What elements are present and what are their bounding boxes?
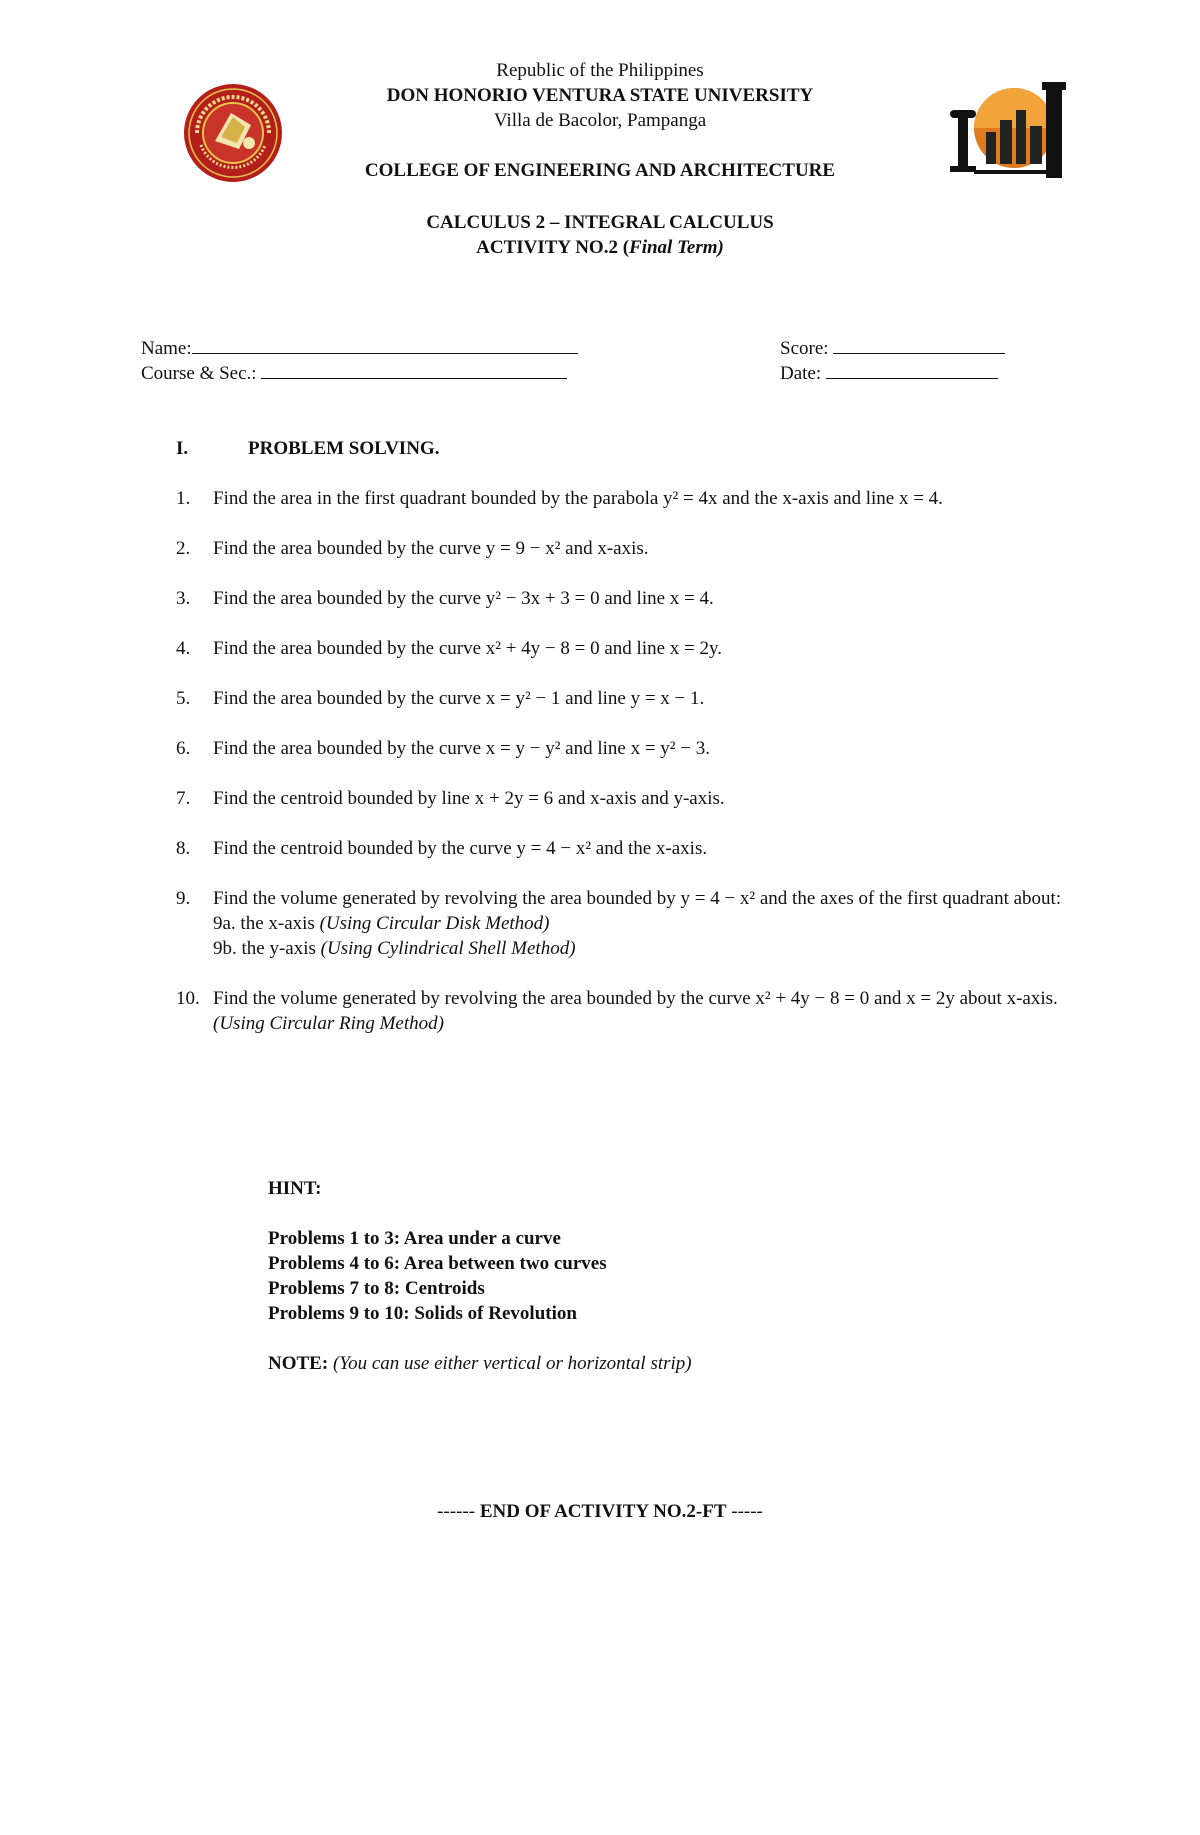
problem-number: 1. <box>176 488 191 509</box>
problem-body <box>213 986 1071 1036</box>
problem-number: 7. <box>176 788 191 809</box>
sub-problem-label: 9a. the x-axis <box>213 913 320 934</box>
problem-text: Find the area bounded by the curve x = y² − 1 and line y = x − 1. <box>213 688 705 709</box>
name-label: Name: <box>141 338 192 359</box>
problem-item <box>176 686 1071 711</box>
note-line <box>268 1351 692 1376</box>
end-of-activity <box>0 1501 1200 1523</box>
document-header <box>0 58 1200 260</box>
date-label: Date: <box>780 363 822 384</box>
problem-item <box>176 836 1071 861</box>
course-section-field[interactable] <box>141 359 567 386</box>
republic-line: Republic of the Philippines <box>496 60 704 81</box>
course-title: CALCULUS 2 – INTEGRAL CALCULUS <box>426 212 774 233</box>
problem-number: 9. <box>176 888 191 909</box>
activity-term: Final Term) <box>629 237 724 258</box>
problem-number: 6. <box>176 738 191 759</box>
problem-number: 10. <box>176 988 200 1009</box>
date-blank[interactable] <box>826 359 998 379</box>
sub-problem-method: (Using Circular Disk Method) <box>319 913 550 934</box>
hint-title: HINT: <box>268 1178 322 1199</box>
course-section-label: Course & Sec.: <box>141 363 257 384</box>
activity-prefix: ACTIVITY NO.2 ( <box>476 237 630 258</box>
problem-item <box>176 736 1071 761</box>
university-location: Villa de Bacolor, Pampanga <box>493 110 707 131</box>
score-field[interactable] <box>780 334 1005 361</box>
hint-item: Problems 9 to 10: Solids of Revolution <box>268 1303 577 1324</box>
sub-problem-9b <box>213 936 1071 961</box>
problem-text: Find the area in the first quadrant bounded by the parabola y² = 4x and the x-axis and line x = 4. <box>213 488 943 509</box>
problem-number: 8. <box>176 838 191 859</box>
hint-box <box>268 1176 692 1376</box>
name-blank[interactable] <box>192 334 578 354</box>
sub-problem-label: 9b. the y-axis <box>213 938 321 959</box>
problem-number: 5. <box>176 688 191 709</box>
university-name: DON HONORIO VENTURA STATE UNIVERSITY <box>386 85 814 106</box>
problem-item <box>176 536 1071 561</box>
problem-text: Find the volume generated by revolving the area bounded by the curve x² + 4y − 8 = 0 and x = 2y about x-axis. <box>213 988 1058 1009</box>
problem-text: Find the centroid bounded by line x + 2y = 6 and x-axis and y-axis. <box>213 788 725 809</box>
problem-number: 3. <box>176 588 191 609</box>
hint-item: Problems 4 to 6: Area between two curves <box>268 1253 607 1274</box>
problem-text: Find the area bounded by the curve y = 9 − x² and x-axis. <box>213 538 649 559</box>
problem-text: Find the area bounded by the curve x² + 4y − 8 = 0 and line x = 2y. <box>213 638 723 659</box>
problem-item <box>176 486 1071 511</box>
sub-problem-9a <box>213 911 1071 936</box>
course-section-blank[interactable] <box>261 359 567 379</box>
problem-text: Find the centroid bounded by the curve y = 4 − x² and the x-axis. <box>213 838 708 859</box>
problem-text: Find the volume generated by revolving the area bounded by y = 4 − x² and the axes of the first quadrant about: <box>213 888 1062 909</box>
problem-item <box>176 586 1071 611</box>
problem-method: (Using Circular Ring Method) <box>213 1013 444 1034</box>
problem-number: 2. <box>176 538 191 559</box>
end-dashes-left: ------ <box>437 1501 480 1522</box>
end-text: END OF ACTIVITY NO.2-FT <box>479 1501 727 1522</box>
note-label: NOTE: <box>268 1353 329 1374</box>
date-field[interactable] <box>780 359 998 386</box>
section-heading <box>176 436 439 461</box>
score-label: Score: <box>780 338 829 359</box>
problem-text: Find the area bounded by the curve x = y − y² and line x = y² − 3. <box>213 738 710 759</box>
sub-problem-method: (Using Cylindrical Shell Method) <box>320 938 576 959</box>
note-text: (You can use either vertical or horizontal strip) <box>332 1353 692 1374</box>
problem-item <box>176 986 1071 1036</box>
problem-list <box>176 486 1071 1061</box>
problem-item <box>176 786 1071 811</box>
problem-item <box>176 636 1071 661</box>
end-dashes-right: ----- <box>726 1501 763 1522</box>
section-numeral: I. <box>176 438 189 459</box>
activity-title <box>0 235 1200 260</box>
score-blank[interactable] <box>833 334 1005 354</box>
problem-text: Find the area bounded by the curve y² − 3x + 3 = 0 and line x = 4. <box>213 588 714 609</box>
problem-number: 4. <box>176 638 191 659</box>
college-name: COLLEGE OF ENGINEERING AND ARCHITECTURE <box>364 160 836 181</box>
hint-item: Problems 1 to 3: Area under a curve <box>268 1228 561 1249</box>
problem-item <box>176 886 1071 961</box>
hint-item: Problems 7 to 8: Centroids <box>268 1278 485 1299</box>
section-title: PROBLEM SOLVING. <box>248 438 440 459</box>
problem-body <box>213 886 1071 961</box>
name-field[interactable] <box>141 334 578 361</box>
